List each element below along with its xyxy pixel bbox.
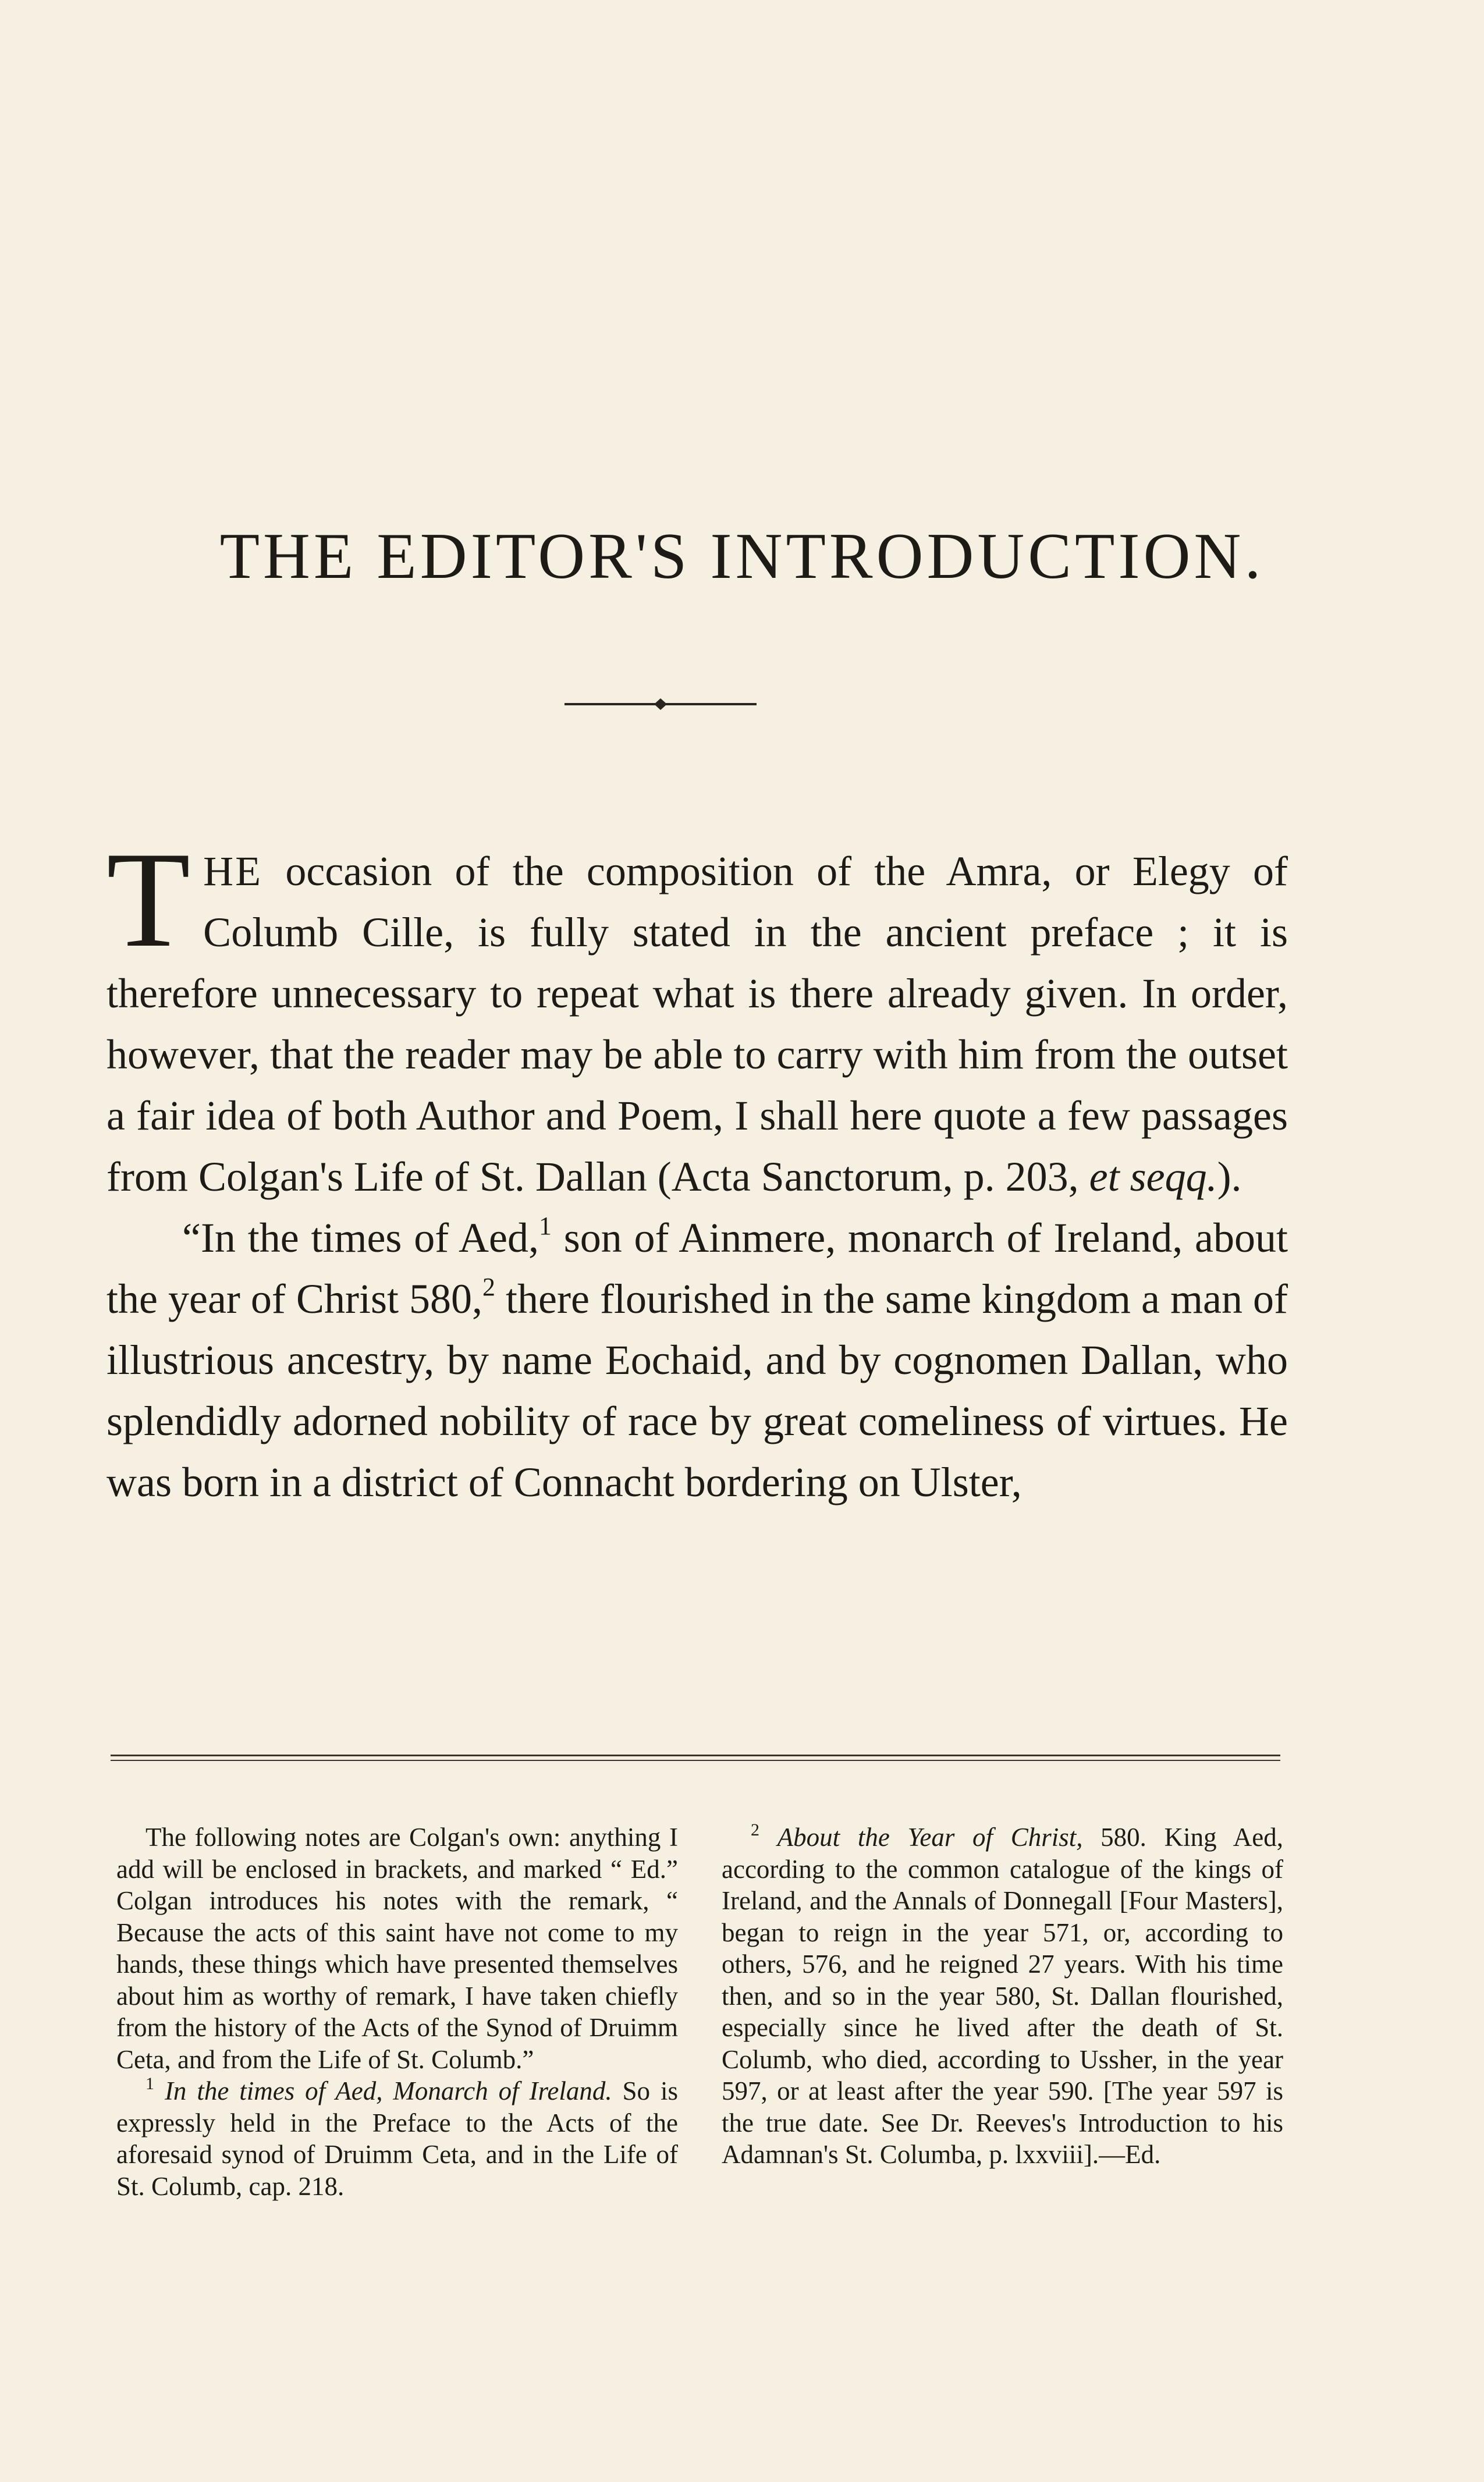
footnote-1-text: So is expressly held in the Preface to the Acts of the aforesaid synod of Druimm Ceta, and in the Life of St. Columb, cap. 218. xyxy=(116,2076,678,2201)
p2-c: there flourished in the same kingdom a man of illustrious ancestry, by name Eochaid, and by cognomen Dallan, who splendidly adorned nobility of race by great comeliness of virtues. He was born in a district of Connacht bordering on Ulster, xyxy=(106,1276,1288,1505)
footnote-separator xyxy=(111,1755,1280,1760)
footnotes-right-column xyxy=(722,1821,1283,2171)
paragraph-2 xyxy=(106,1208,1288,1513)
p2-a: “In the times of Aed, xyxy=(182,1215,539,1261)
footnote-2-number: 2 xyxy=(751,1820,759,1840)
p1-et-seqq: et seqq. xyxy=(1089,1153,1217,1200)
p1-caps: HE xyxy=(203,848,263,894)
notes-intro: The following notes are Colgan's own: anything I add will be enclosed in brackets, and marked “ Ed.” Colgan introduces his notes with the remark, “ Because the acts of this saint have not come to my hands, these things which have presented themselves about him as worthy of remark, I have taken chiefly from the history of the Acts of the Synod of Druimm Ceta, and from the Life of St. Columb.” xyxy=(116,1823,678,2074)
footnote-1-number: 1 xyxy=(145,2074,154,2093)
ornament-diamond xyxy=(654,698,667,710)
separator-rule-bottom xyxy=(111,1760,1280,1761)
page-title: THE EDITOR'S INTRODUCTION. xyxy=(219,520,1265,592)
footnote-ref-2[interactable]: 2 xyxy=(482,1273,496,1301)
footnote-2-heading: About the Year of Christ, xyxy=(777,1823,1083,1852)
main-text xyxy=(106,824,1288,1513)
p2-b: son of Ainmere, monarch of Ireland, about the year of Christ 580, xyxy=(106,1215,1288,1322)
title-ornament xyxy=(565,693,757,716)
footnote-2-text: 580. King Aed, according to the common catalogue of the kings of Ireland, and the Annals of Donnegall [Four Masters], began to reign in the year 571, or, according to others, 576, and he reigned 27 years. With his time then, and so in the year 580, St. Dallan flourished, especially since he lived after the death of St. Columb, who died, according to Ussher, in the year 597, or at least after the year 590. [The year 597 is the true date. See Dr. Reeves's Introduction to his Adamnan's St. Columba, p. lxxviii].—Ed. xyxy=(722,1823,1283,2169)
drop-cap: T xyxy=(106,824,191,976)
footnote-ref-1[interactable]: 1 xyxy=(538,1212,552,1240)
separator-rule-top xyxy=(111,1755,1280,1756)
footnote-1 xyxy=(116,2075,678,2202)
footnote-2 xyxy=(722,1821,1283,2171)
paragraph-1: THE occasion of the composition of the Amra, or Elegy of Columb Cille, is fully stated in the ancient preface ; it is therefore unnecessary to repeat what is there already given. In order, however, that the reader may be able to carry with him from the outset a fair idea of both Author and Poem, I shall here quote a few passages from Colgan's Life of St. Dallan (Acta Sanctorum, p. 203, et seqq.). xyxy=(106,824,1288,1200)
p1-end: ) xyxy=(1217,1153,1231,1200)
p1-text: occasion of the composition of the Amra, or Elegy of Columb Cille, is fully stated in the ancient preface ; it is therefore unnecessary to repeat what is there already given. In order, however, that the reader may be able to carry with him from the outset a fair idea of both Author and Poem, I shall here quote a few passages from Colgan's Life of St. Dallan (Acta Sanctorum, p. 203, xyxy=(106,848,1288,1200)
footnote-1-heading: In the times of Aed, Monarch of Ireland. xyxy=(164,2076,612,2105)
footnotes-left-column xyxy=(116,1821,678,2202)
